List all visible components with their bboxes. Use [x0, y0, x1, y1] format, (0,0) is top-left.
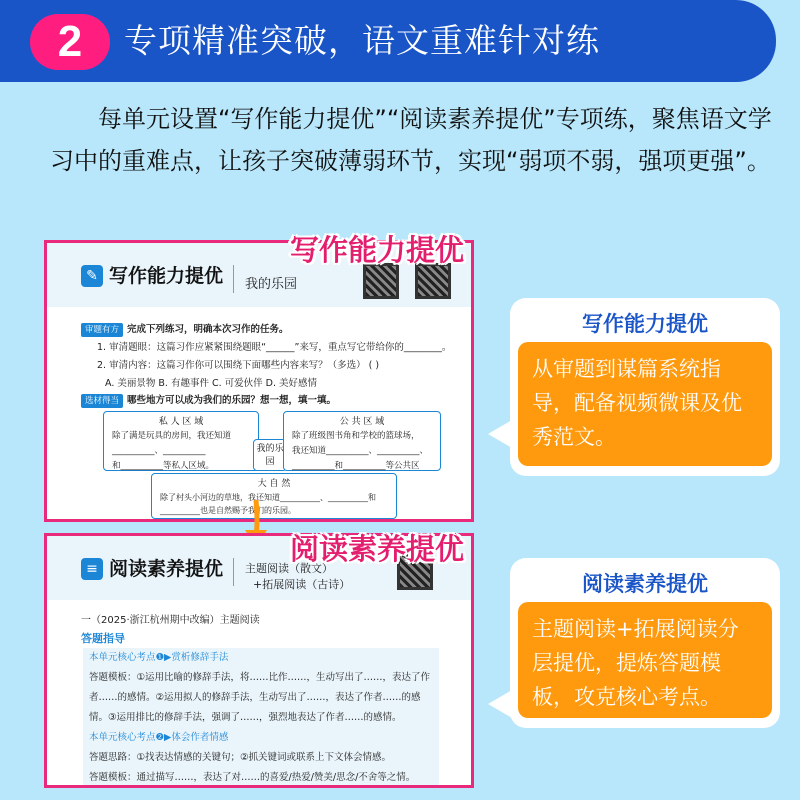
callout-pointer	[488, 690, 512, 718]
section-number-badge: 2	[30, 14, 110, 70]
q1-heading	[81, 323, 289, 337]
reading-source: 一（2025·浙江杭州期中改编）主题阅读	[81, 615, 260, 626]
guide-line-2: 答题模板：①运用比喻的修辞手法，将……比作……，生动写出了……，表达了作	[89, 672, 431, 683]
books-icon: ≡	[81, 558, 103, 580]
reading-subtitle-1: 主题阅读（散文）	[245, 562, 333, 575]
divider	[233, 265, 234, 293]
q2-tag: 选材得当	[81, 394, 123, 408]
guide-line-5: 本单元核心考点❷▶体会作者情感	[89, 732, 229, 743]
nature-box	[151, 473, 397, 519]
private-line-3: 和__________等私人区域。	[112, 461, 215, 471]
intro-paragraph	[50, 98, 780, 182]
guide-line-4: 情。③运用排比的修辞手法，强调了……，强烈地表达了作者……的感情。	[89, 712, 402, 723]
q1-options: A. 美丽景物 B. 有趣事件 C. 可爱伙伴 D. 美好感情	[105, 378, 318, 389]
guide-line-3: 者……的感情。②运用拟人的修辞手法，生动写出了……，表达了作者……的感	[89, 692, 421, 703]
q2-heading	[81, 394, 336, 408]
private-line-1: 除了满是玩具的房间，我还知道	[112, 431, 232, 441]
intro-text: 每单元设置“写作能力提优”“阅读素养提优”专项练，聚焦语文学习中的重难点，让孩子突破薄弱环节，实现“弱项不弱，强项更强”。	[50, 105, 772, 175]
writing-callout	[510, 298, 780, 476]
public-line-2: 我还知道__________、__________、	[292, 446, 429, 456]
guide-line-1: 本单元核心考点❶▶赏析修辞手法	[89, 652, 229, 663]
q1-tag: 审题有方	[81, 323, 123, 337]
writing-section-name: 写作能力提优	[109, 265, 224, 287]
answer-guide-panel	[83, 648, 439, 786]
callout-pointer	[488, 420, 512, 448]
pencil-icon: ✎	[81, 265, 103, 287]
reading-subtitle-2: +拓展阅读（古诗）	[253, 578, 351, 591]
q1-text: 完成下列练习，明确本次习作的任务。	[127, 324, 289, 335]
q1-item2: 2. 审清内容：这篇习作你可以围绕下面哪些内容来写？（多选） ( )	[97, 360, 380, 371]
private-area-box	[103, 411, 259, 471]
private-area-title: 私 人 区 域	[158, 417, 204, 427]
reading-section-name: 阅读素养提优	[109, 558, 224, 580]
private-area-text	[104, 427, 258, 476]
public-area-box	[283, 411, 441, 471]
reading-big-title: 阅读素养提优	[290, 532, 465, 566]
reading-callout-body: 主题阅读+拓展阅读分层提优，提炼答题模板，攻克核心考点。	[518, 602, 772, 718]
nature-line-1: 除了村头小河边的草地，我还知道__________、__________和	[160, 493, 376, 502]
private-line-2: __________、__________	[112, 446, 206, 456]
public-area-title: 公 共 区 域	[339, 417, 385, 427]
my-paradise-center: 我的乐园	[253, 439, 287, 471]
q2-text: 哪些地方可以成为我们的乐园？想一想，填一填。	[127, 395, 337, 406]
q1-item1: 1. 审清题眼：这篇习作应紧紧围绕题眼“______”来写，重点写它带给你的________。	[97, 342, 452, 353]
guide-line-6: 答题思路：①找表达情感的关键句；②抓关键词或联系上下文体会情感。	[89, 752, 392, 763]
nature-text	[152, 489, 396, 519]
reading-callout-title: 阅读素养提优	[582, 572, 708, 596]
writing-topic: 我的乐园	[245, 277, 298, 292]
nature-title: 大 自 然	[257, 479, 291, 489]
reading-sample-card	[44, 533, 474, 788]
writing-big-title: 写作能力提优	[290, 233, 465, 267]
reading-callout	[510, 558, 780, 728]
writing-sample-card	[44, 240, 474, 522]
answer-guide-title: 答题指导	[81, 632, 125, 645]
header-title: 专项精准突破，语文重难针对练	[124, 21, 600, 60]
public-line-3: __________和__________等公共区	[292, 461, 420, 471]
public-line-1: 除了班级图书角和学校的篮球场，	[292, 431, 420, 441]
nature-line-2: __________也是自然赐予我们的乐园。	[160, 506, 296, 515]
writing-callout-body: 从审题到谋篇系统指导，配备视频微课及优秀范文。	[518, 342, 772, 466]
divider	[233, 558, 234, 586]
guide-line-7: 答题模板：通过描写……，表达了对……的喜爱/热爱/赞美/思念/不舍等之情。	[89, 772, 416, 783]
writing-callout-title: 写作能力提优	[582, 312, 708, 336]
